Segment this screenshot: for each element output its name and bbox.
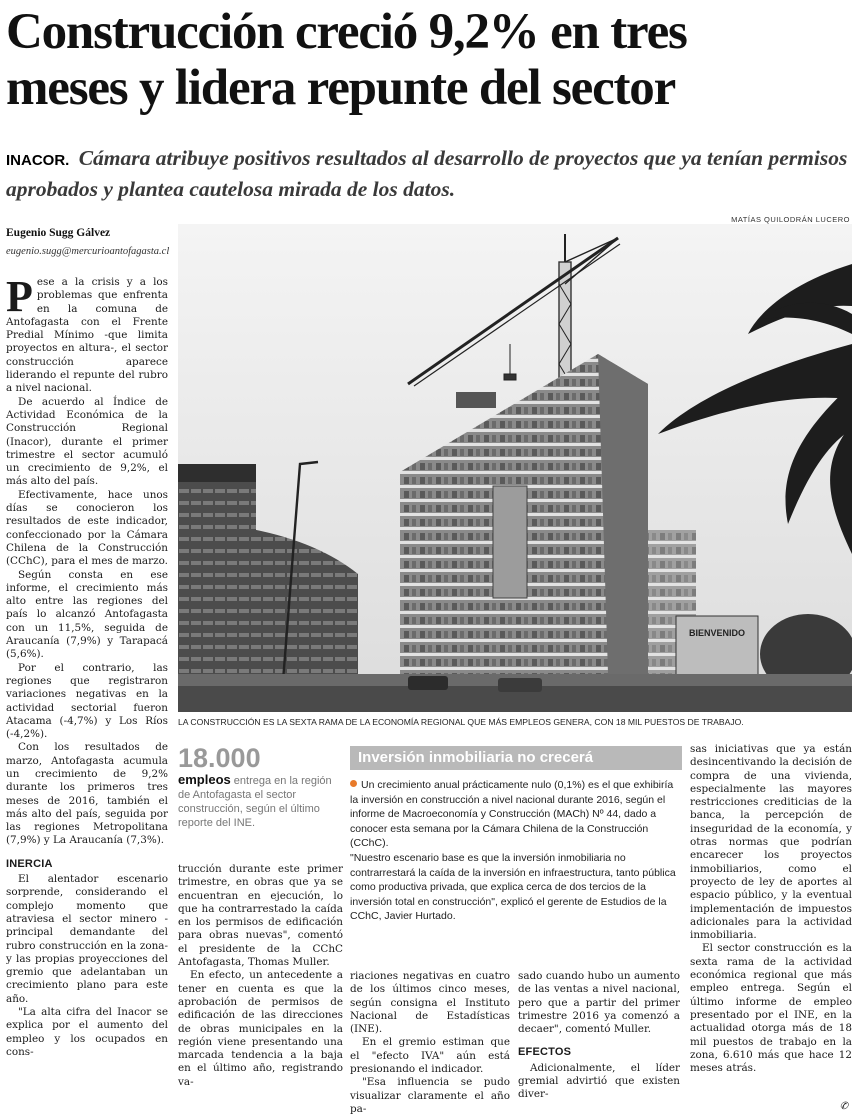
col1-p7: El alentador escenario sorprende, considerando el complejo momento que atraviesa el sector minero -principal demandante del rubro construcción en la zona- y las propias proyecciones del gremio que adelantaban un crecimiento plano para este año. bbox=[6, 873, 168, 1005]
stat-description: entrega en la región de Antofagasta el sector construcción, según el último reporte del INE. bbox=[178, 775, 332, 829]
subhead-inercia: INERCIA bbox=[6, 857, 53, 870]
col1-p8: "La alta cifra del Inacor se explica por el aumento del empleo y los ocupados en cons- bbox=[6, 1006, 168, 1058]
column-2 bbox=[178, 863, 343, 1089]
col3-p1: riaciones negativas en cuatro de los últimos cinco meses, según consigna el Instituto Nacional de Estadísticas (INE). bbox=[350, 970, 510, 1036]
box-p2: "Nuestro escenario base es que la inversión inmobiliaria no contrarrestará la caída de la inversión en infraestructura, tanto pública como productiva privada, que explica cerca de dos tercios de la inversión total en construcción", explicó el gerente de Estudios de la CChC, Javier Hurtado. bbox=[350, 851, 676, 923]
end-mark-icon: ✆ bbox=[839, 1101, 848, 1112]
headline bbox=[6, 4, 852, 116]
byline-email[interactable]: eugenio.sugg@mercurioantofagasta.cl bbox=[6, 246, 170, 257]
column-4 bbox=[518, 970, 680, 1102]
col1-p6: Con los resultados de marzo, Antofagasta acumula un crecimiento de 9,2% durante los primeros tres meses de 2016, también el más alto del país, seguida por las regiones Metropolitana (7,9%) y La Araucanía (7,3%). bbox=[6, 741, 168, 847]
subhead-efectos: EFECTOS bbox=[518, 1046, 572, 1059]
col1-p3: Efectivamente, hace unos días se conocieron los resultados de este indicador, confeccionado por la Cámara Chilena de la Construcción (CChC), para el mes de marzo. bbox=[6, 488, 168, 568]
stat-bold: empleos bbox=[178, 772, 231, 787]
column-3 bbox=[350, 970, 510, 1116]
sidebar-box bbox=[350, 746, 682, 924]
dropcap: P bbox=[6, 272, 33, 321]
photo-credit: MATÍAS QUILODRÁN LUCERO bbox=[731, 215, 850, 224]
box-title: Inversión inmobiliaria no crecerá bbox=[350, 746, 682, 770]
stat-number: 18.000 bbox=[178, 743, 261, 773]
col2-p2: En efecto, un antecedente a tener en cuenta es que la aprobación de permisos de edificación de las direcciones de obras municipales en la región viene presentando una marcada tendencia a la baja en el último año, registrando va- bbox=[178, 969, 343, 1088]
byline-author: Eugenio Sugg Gálvez bbox=[6, 227, 111, 239]
stat-callout bbox=[178, 743, 343, 830]
col4-p2: Adicionalmente, el líder gremial advirtió que existen diver- bbox=[518, 1061, 680, 1101]
col5-p1: sas iniciativas que ya están desincentivando la decisión de compra de una vivienda, especialmente las mayores restricciones crediticias de la banca, la percepción de inseguridad de la economía, y otras normas que podrían encarecer los proyectos inmobiliarios, como el proyecto de ley de aportes al espacio público, y la eventual implementación de impuestos adicionales para la actividad inmobiliaria. bbox=[690, 743, 852, 942]
box-p1: Un crecimiento anual prácticamente nulo (0,1%) es el que exhibiría la inversión en construcción a nivel nacional durante 2016, según el informe de Macroeconomía y Construcción (MACh) Nº 44, dado a conocer esta semana por la Cámara Chilena de la Construcción (CChC). bbox=[350, 779, 674, 850]
column-1 bbox=[6, 272, 168, 1059]
deck-text: Cámara atribuye positivos resultados al desarrollo de proyectos que ya tenían permisos aprobados y plantea cautelosa mirada de los datos. bbox=[6, 146, 848, 201]
column-5 bbox=[690, 743, 852, 1075]
headline-line-2: meses y lidera repunte del sector bbox=[6, 60, 676, 116]
col3-p3: "Esa influencia se pudo visualizar claramente el año pa- bbox=[350, 1076, 510, 1115]
stat-text bbox=[178, 773, 343, 830]
photo-illustration bbox=[178, 224, 852, 712]
col1-p5: Por el contrario, las regiones que registraron variaciones negativas en la actividad sectorial fueron Atacama (-4,7%) y Los Ríos (-4,2%). bbox=[6, 661, 168, 741]
bullet-icon bbox=[350, 780, 357, 787]
deck bbox=[6, 144, 852, 203]
col5-p2: El sector construcción es la sexta rama de la actividad económica regional que más empleo entrega. Según el último informe de empleo presentado por el INE, en la actualidad otorga más de 18 mil puestos de trabajo en la zona, 6.610 más que hace 12 meses atrás. bbox=[690, 942, 852, 1075]
col1-p4: Según consta en ese informe, el crecimiento más alto entre las regiones del país lo alcanzó Antofagasta con un 11,5%, seguida de Araucanía (7,9%) y Tarapacá (5,6%). bbox=[6, 568, 168, 661]
photo-caption: LA CONSTRUCCIÓN ES LA SEXTA RAMA DE LA ECONOMÍA REGIONAL QUE MÁS EMPLEOS GENERA, CON 18 MIL PUESTOS DE TRABAJO. bbox=[178, 717, 744, 727]
col3-p2: En el gremio estiman que el "efecto IVA" aún está presionando el indicador. bbox=[350, 1036, 510, 1076]
col2-p1: trucción durante este primer trimestre, en obras que ya se encuentran en ejecución, lo que ha contrarrestado la caída en los permisos de edificación para obras nuevas", comentó el presidente de la CChC Antofagasta, Thomas Muller. bbox=[178, 863, 343, 969]
col1-p1: ese a la crisis y a los problemas que enfrenta en la comuna de Antofagasta con el Frente Predial Mínimo -que limita proyectos en altura-, el sector construcción aparece liderando el repunte del rubro a nivel nacional. bbox=[6, 276, 168, 395]
sign-text: BIENVENIDO bbox=[688, 628, 746, 638]
headline-line-1: Construcción creció 9,2% en tres bbox=[6, 4, 687, 60]
construction-photo bbox=[178, 224, 852, 712]
col4-p1: sado cuando hubo un aumento de las ventas a nivel nacional, pero que a partir del primer trimestre 2016 ya comenzó a decaer", comentó Muller. bbox=[518, 970, 680, 1036]
box-body bbox=[350, 778, 682, 924]
deck-kicker: INACOR. bbox=[6, 152, 70, 169]
col1-p2: De acuerdo al Índice de Actividad Económica de la Construcción Regional (Inacor), durante el primer trimestre el sector acumuló un crecimiento de 9,2%, el más alto del país. bbox=[6, 395, 168, 488]
